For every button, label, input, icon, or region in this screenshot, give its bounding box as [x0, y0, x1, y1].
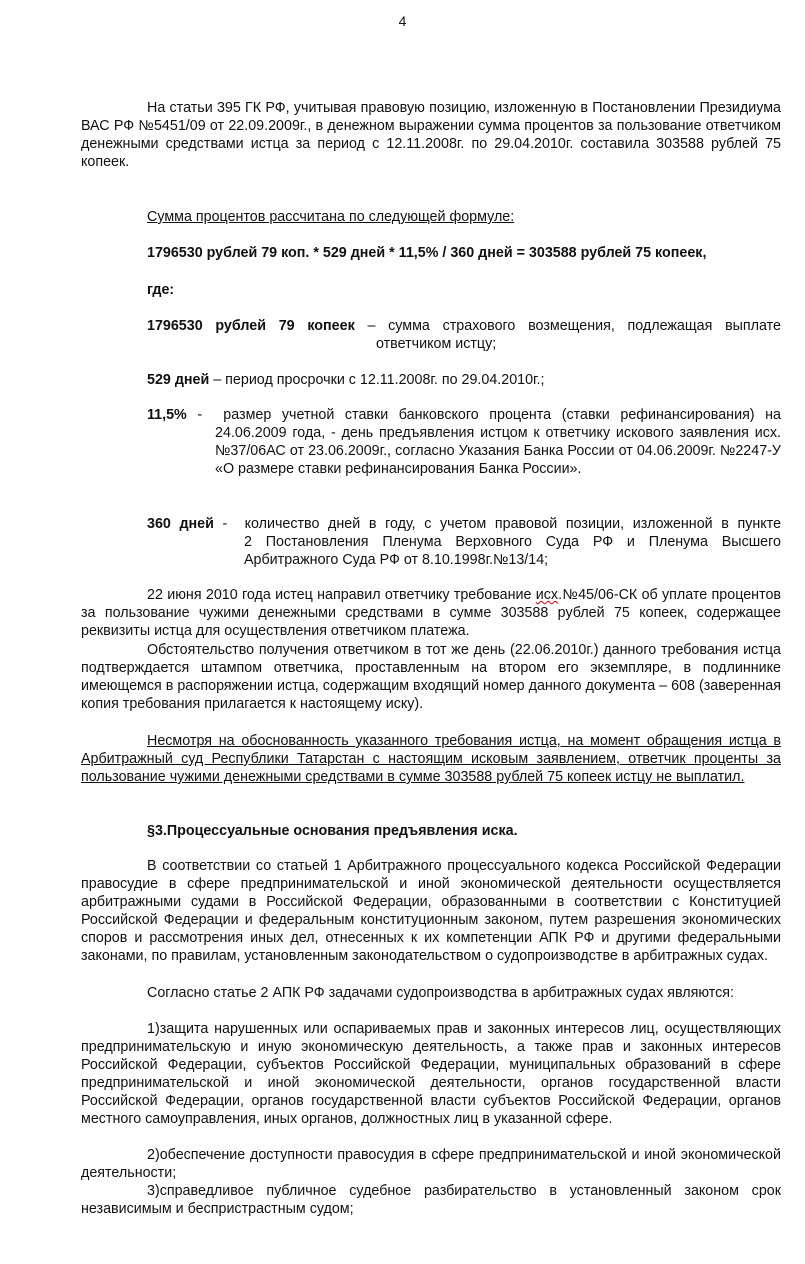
paragraph-demand-sent-b: .№45/06-СК об уплате процентов за пользование чужими денежными средствами в сумме 303588 рублей 75 копеек, содержащее реквизиты истца для осуществления ответчиком платежа.: [81, 587, 782, 639]
list-item-2: 2)обеспечение доступности правосудия в сфере предпринимательской и иной экономической деятельности;: [81, 1147, 781, 1181]
page-number: 4: [398, 13, 407, 29]
definition-2: [147, 371, 781, 389]
definition-4: [147, 515, 781, 533]
list-item-3: 3)справедливое публичное судебное разбирательство в установленный законом срок независимым и беспристрастным судом;: [81, 1183, 781, 1217]
definition-4-text: 2 Постановления Пленума Верховного Суда РФ и Пленума Высшего Арбитражного Суда РФ от 8.10.1998г.№13/14;: [244, 534, 781, 568]
paragraph-interest-calculation: На статьи 395 ГК РФ, учитывая правовую позицию, изложенную в Постановлении Президиума ВАС РФ №5451/09 от 22.09.2009г., в денежном выражении сумма процентов за пользование ответчиком денежными средствами истца за период с 12.11.2008г. по 29.04.2010г. составила 303588 рублей 75 копеек.: [81, 100, 781, 170]
paragraph-apk-article-1: В соответствии со статьей 1 Арбитражного процессуального кодекса Российской Федерации правосудие в сфере предпринимательской и иной экономической деятельности осуществляется арбитражными судами в Российской Федерации, образованными в соответствии с Конституцией Российской Федерации и федеральным конституционным законом, путем разрешения экономических споров и рассмотрения иных дел, отнесенных к их компетенции АПК РФ и другими федеральными законами, по правилам, установленным законодательством о судопроизводстве в арбитражных судах.: [81, 858, 781, 964]
where-text: где:: [147, 282, 175, 298]
formula: [147, 244, 781, 262]
definition-3: [147, 406, 781, 424]
definition-1-continuation: ответчиком истцу;: [376, 336, 497, 352]
paragraph-not-paid: [81, 732, 781, 786]
definition-1-term: 1796530 рублей 79 копеек: [147, 318, 355, 334]
definition-3-line1: размер учетной ставки банковского процента (ставки рефинансирования) на: [223, 407, 781, 423]
definition-4-line1: количество дней в году, с учетом правовой позиции, изложенной в пункте: [244, 516, 782, 532]
where-label: [147, 281, 781, 299]
formula-intro: [147, 208, 781, 226]
paragraph-demand-sent: [81, 586, 781, 640]
definition-4-dash: -: [213, 516, 228, 532]
section-heading-text: §3.Процессуальные основания предъявления иска.: [147, 823, 518, 839]
spellcheck-word: исх: [535, 587, 559, 603]
definition-1-text: – сумма страхового возмещения, подлежащая выплате: [354, 318, 781, 334]
definition-3-text: 24.06.2009 года, - день предъявления истцом к ответчику искового заявления исх.№37/06АС от 23.06.2009г., согласно Указания Банка России от 04.06.2009г. №2247-У «О размере ставки рефинансирования Банка России».: [215, 425, 781, 477]
definition-2-term: 529 дней: [147, 372, 210, 388]
list-item-1: 1)защита нарушенных или оспариваемых прав и законных интересов лиц, осуществляющих предпринимательскую и иную экономическую деятельность, а также прав и законных интересов Российской Федерации, субъектов Российской Федерации, муниципальных образований в сфере предпринимательской и иной экономической деятельности, органов государственной власти Российской Федерации, органов государственной власти субъектов Российской Федерации, органов местного самоуправления, иных органов, должностных лиц в указанной сфере.: [81, 1021, 781, 1127]
section-heading: [147, 822, 781, 840]
formula-text: 1796530 рублей 79 коп. * 529 дней * 11,5% / 360 дней = 303588 рублей 75 копеек,: [147, 245, 707, 261]
definition-3-dash: -: [186, 407, 203, 423]
paragraph-apk-article-2: Согласно статье 2 АПК РФ задачами судопроизводства в арбитражных судах являются:: [147, 985, 735, 1001]
definition-4-term: 360 дней: [147, 516, 214, 532]
formula-intro-text: Сумма процентов рассчитана по следующей формуле:: [147, 209, 515, 225]
paragraph-not-paid-text: Несмотря на обоснованность указанного требования истца, на момент обращения истца в Арбитражный суд Республики Татарстан с настоящим исковым заявлением, ответчик проценты за пользование чужими денежными средствами в сумме 303588 рублей 75 копеек истцу не выплатил.: [81, 733, 781, 785]
definition-2-text: – период просрочки с 12.11.2008г. по 29.04.2010г.;: [209, 372, 545, 388]
paragraph-receipt: Обстоятельство получения ответчиком в тот же день (22.06.2010г.) данного требования истца подтверждается штампом ответчика, проставленным на втором его экземпляре, в подлиннике имеющемся в распоряжении истца, содержащим входящий номер данного документа – 608 (заверенная копия требования прилагается к настоящему иску).: [81, 642, 781, 712]
definition-1: [147, 317, 781, 335]
paragraph-demand-sent-a: 22 июня 2010 года истец направил ответчику требование: [147, 587, 536, 603]
definition-3-term: 11,5%: [147, 407, 187, 423]
